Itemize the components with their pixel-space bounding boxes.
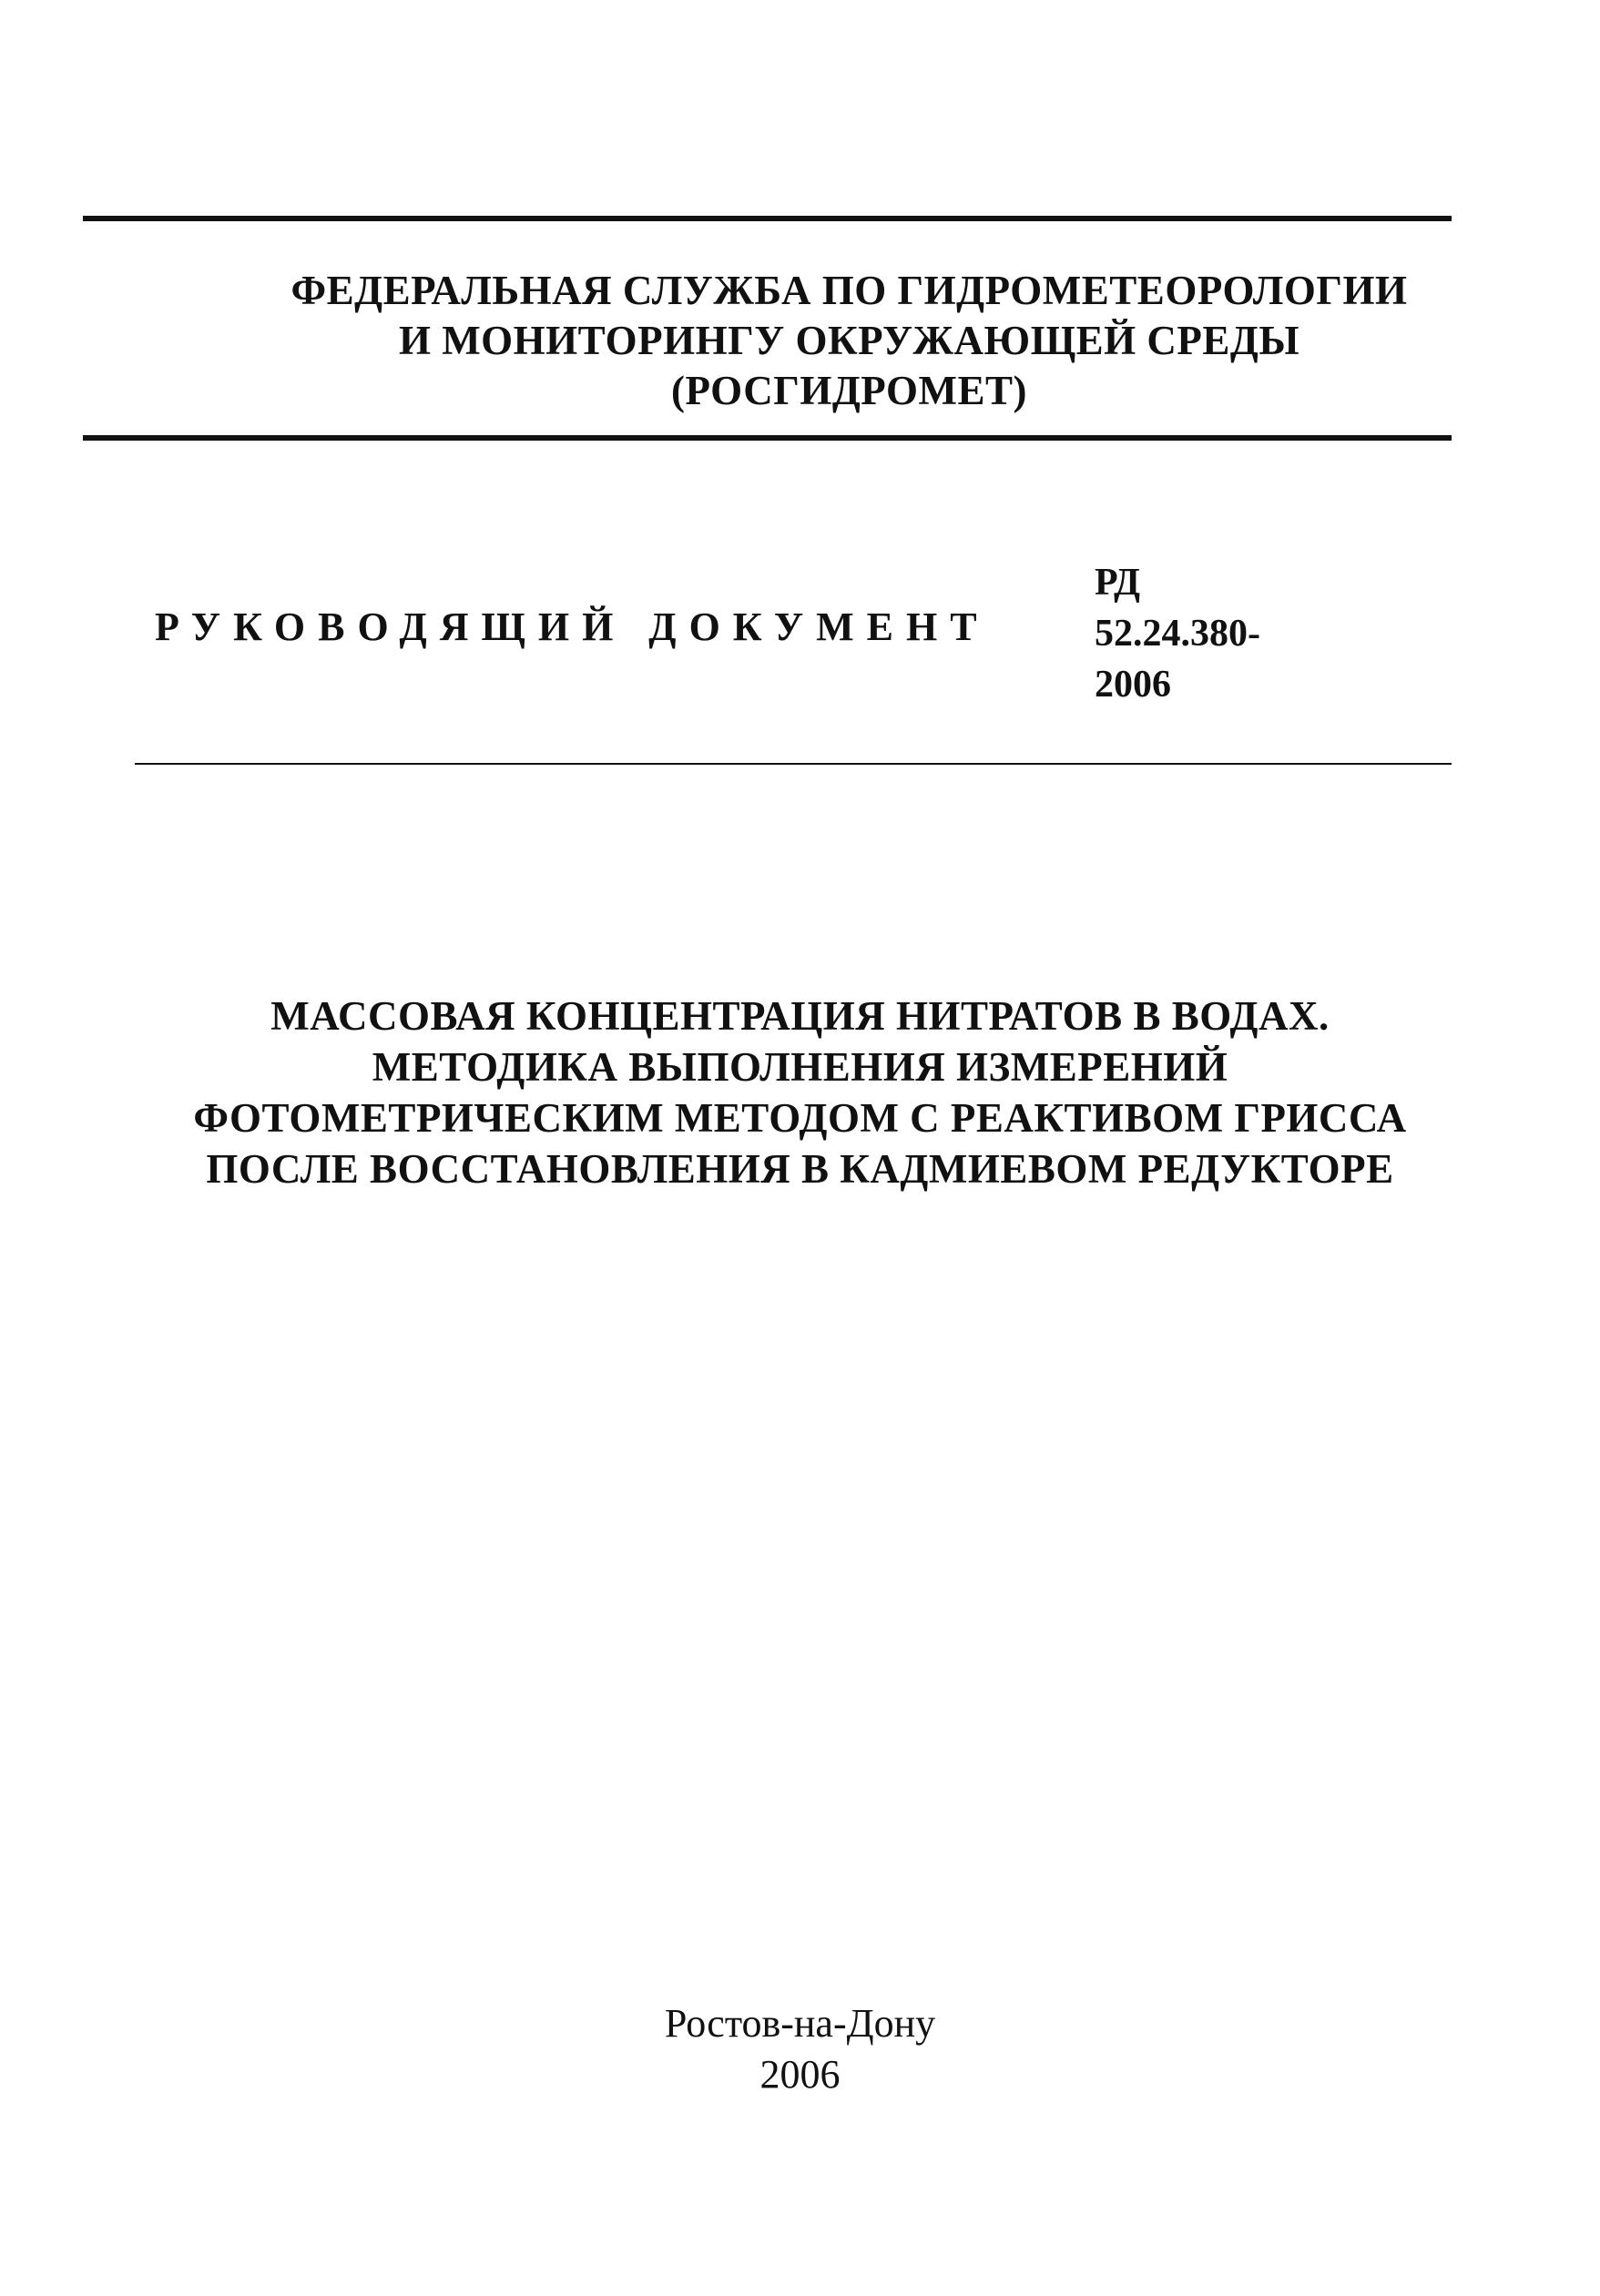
document-code	[1095, 557, 1260, 710]
agency-divider	[83, 435, 1452, 441]
document-divider	[135, 763, 1452, 765]
title-line-4: ПОСЛЕ ВОССТАНОВЛЕНИЯ В КАДМИЕВОМ РЕДУКТОРЕ	[206, 1146, 1394, 1192]
agency-line-1: ФЕДЕРАЛЬНАЯ СЛУЖБА ПО ГИДРОМЕТЕОРОЛОГИИ	[290, 268, 1408, 313]
agency-header	[83, 266, 1600, 416]
title-line-2: МЕТОДИКА ВЫПОЛНЕНИЯ ИЗМЕРЕНИЙ	[372, 1044, 1228, 1090]
agency-line-2: И МОНИТОРИНГУ ОКРУЖАЮЩЕЙ СРЕДЫ	[398, 318, 1300, 363]
document-title	[83, 991, 1517, 1194]
imprint-city: Ростов-на-Дону	[664, 2001, 936, 2046]
document-code-number: 52.24.380-	[1095, 613, 1260, 655]
imprint	[83, 1998, 1517, 2100]
top-divider	[83, 216, 1452, 221]
document-kind: РУКОВОДЯЩИЙ ДОКУМЕНТ	[155, 604, 990, 649]
document-code-year: 2006	[1095, 664, 1171, 706]
imprint-year: 2006	[759, 2052, 841, 2097]
agency-line-3: (РОСГИДРОМЕТ)	[670, 368, 1028, 413]
title-line-3: ФОТОМЕТРИЧЕСКИМ МЕТОДОМ С РЕАКТИВОМ ГРИССА	[193, 1095, 1407, 1141]
document-code-prefix: РД	[1095, 562, 1141, 604]
title-line-1: МАССОВАЯ КОНЦЕНТРАЦИЯ НИТРАТОВ В ВОДАХ.	[270, 993, 1330, 1039]
